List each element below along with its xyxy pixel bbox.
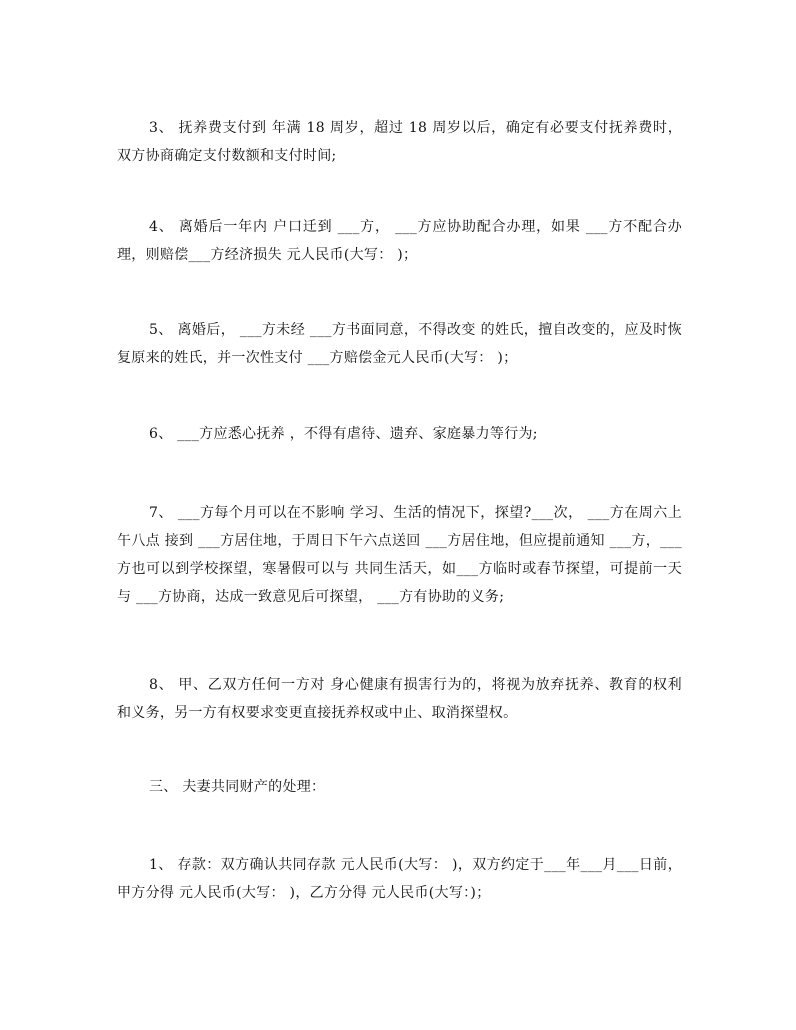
paragraph-child-support-payment: 3、 抚养费支付到 年满 18 周岁，超过 18 周岁以后，确定有必要支付抚养费时， 双方协商确定支付数额和支付时间;: [117, 120, 682, 164]
paragraph-harm-clause: 8、 甲、乙双方任何一方对 身心健康有损害行为的，将视为放弃抚养、教育的权利和义务，另一方有权要求变更直接抚养权或中止、取消探望权。: [117, 677, 682, 721]
paragraph-surname-change: 5、 离婚后， ___方未经 ___方书面同意，不得改变 的姓氏，擅自改变的，应及时恢复原来的姓氏，并一次性支付 ___方赔偿金元人民币(大写： )；: [117, 322, 682, 366]
paragraph-household-registration: 4、 离婚后一年内 户口迁到 ___方， ___方应协助配合办理，如果 ___方不配合办理，则赔偿___方经济损失 元人民币(大写： )；: [117, 219, 682, 263]
paragraph-deposits: 1、 存款：双方确认共同存款 元人民币(大写： )，双方约定于___年___月___日前，甲方分得 元人民币(大写： )，乙方分得 元人民币(大写：)；: [117, 857, 682, 901]
paragraph-care-obligation: 6、 ___方应悉心抚养 ，不得有虐待、遗弃、家庭暴力等行为;: [149, 426, 538, 442]
section-heading-joint-property: 三、 夫妻共同财产的处理：: [149, 779, 326, 795]
paragraph-visitation-rights: 7、 ___方每个月可以在不影响 学习、生活的情况下，探望?___次， ___方在周六上午八点 接到 ___方居住地，于周日下午六点送回 ___方居住地，但应提前通知 ___方，___方也可以到学校探望，寒暑假可以与 共同生活天，如___方临时或春节探望，可提前一天与 ___方协商，达成一致意见后可探望， ___方有协助的义务;: [117, 505, 682, 605]
